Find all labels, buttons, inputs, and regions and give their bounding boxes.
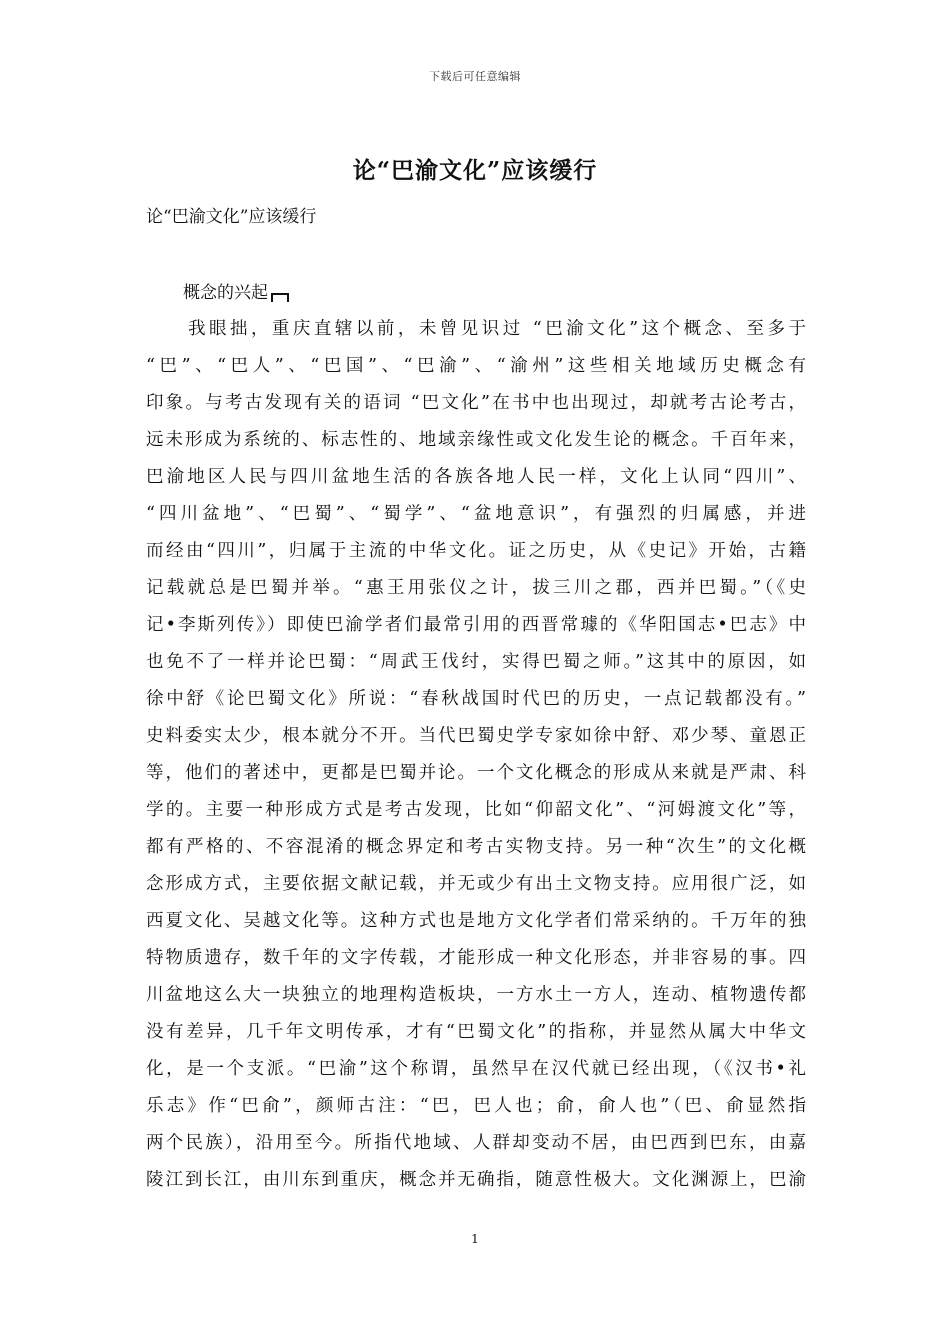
section-heading (183, 278, 289, 303)
section-heading-text: 概念的兴起 (183, 283, 268, 303)
body-line: 印象。与考古发现有关的语词 “巴文化”在书中也出现过，却就考古论考古， (146, 393, 806, 413)
body-line: 远未形成为系统的、标志性的、地域亲缘性或文化发生论的概念。千百年来， (146, 430, 806, 450)
body-paragraph (146, 311, 806, 1199)
body-line: 记•李斯列传》）即使巴渝学者们最常引用的西晋常璩的《华阳国志•巴志》中 (146, 615, 806, 635)
body-line: 念形成方式，主要依据文献记载，并无或少有出土文物支持。应用很广泛，如 (146, 874, 806, 894)
body-line: 徐中舒《论巴蜀文化》所说：“春秋战国时代巴的历史，一点记载都没有。” (146, 689, 806, 709)
body-line: “四川盆地”、“巴蜀”、“蜀学”、“盆地意识”，有强烈的归属感，并进 (146, 504, 806, 524)
body-line: 西夏文化、吴越文化等。这种方式也是地方文化学者们常采纳的。千万年的独 (146, 911, 806, 931)
body-line: 都有严格的、不容混淆的概念界定和考古实物支持。另一种“次生”的文化概 (146, 837, 807, 857)
body-line: 而经由“四川”，归属于主流的中华文化。证之历史，从《史记》开始，古籍 (146, 541, 806, 561)
body-line: 史料委实太少，根本就分不开。当代巴蜀史学专家如徐中舒、邓少琴、童恩正 (146, 726, 806, 746)
body-line: 乐志》作“巴俞”，颜师古注：“巴，巴人也；俞，俞人也”（巴、俞显然指 (146, 1096, 806, 1116)
body-line: 也免不了一样并论巴蜀：“周武王伐纣，实得巴蜀之师。”这其中的原因，如 (146, 652, 806, 672)
body-line: 学的。主要一种形成方式是考古发现，比如“仰韶文化”、“河姆渡文化”等， (146, 800, 806, 820)
body-line: 没有差异，几千年文明传承，才有“巴蜀文化”的指称，并显然从属大中华文 (146, 1022, 806, 1042)
body-line: 两个民族），沿用至今。所指代地域、人群却变动不居，由巴西到巴东，由嘉 (146, 1133, 806, 1153)
body-line: 我眼拙，重庆直辖以前，未曾见识过 “巴渝文化”这个概念、至多于 (188, 319, 806, 339)
document-title: 论“巴渝文化”应该缓行 (352, 157, 598, 184)
body-line: “巴”、“巴人”、“巴国”、“巴渝”、“渝州”这些相关地域历史概念有 (146, 356, 806, 376)
document-subtitle: 论“巴渝文化”应该缓行 (146, 207, 317, 227)
body-line: 巴渝地区人民与四川盆地生活的各族各地人民一样，文化上认同“四川”、 (146, 467, 806, 487)
heading-bracket-mark (271, 293, 289, 302)
body-line: 等，他们的著述中，更都是巴蜀并论。一个文化概念的形成从来就是严肃、科 (146, 763, 806, 783)
body-line: 特物质遗存，数千年的文字传载，才能形成一种文化形态，并非容易的事。四 (146, 948, 806, 968)
page-number: 1 (471, 1232, 479, 1246)
body-line: 化，是一个支派。“巴渝”这个称谓，虽然早在汉代就已经出现，（《汉书•礼 (146, 1059, 806, 1079)
header-note: 下载后可任意编辑 (429, 70, 521, 83)
body-line: 陵江到长江，由川东到重庆，概念并无确指，随意性极大。文化渊源上，巴渝 (146, 1170, 806, 1190)
body-line: 记载就总是巴蜀并举。“惠王用张仪之计，拔三川之郡，西并巴蜀。”（《史 (146, 578, 806, 598)
body-line: 川盆地这么大一块独立的地理构造板块，一方水土一方人，连动、植物遗传都 (146, 985, 806, 1005)
